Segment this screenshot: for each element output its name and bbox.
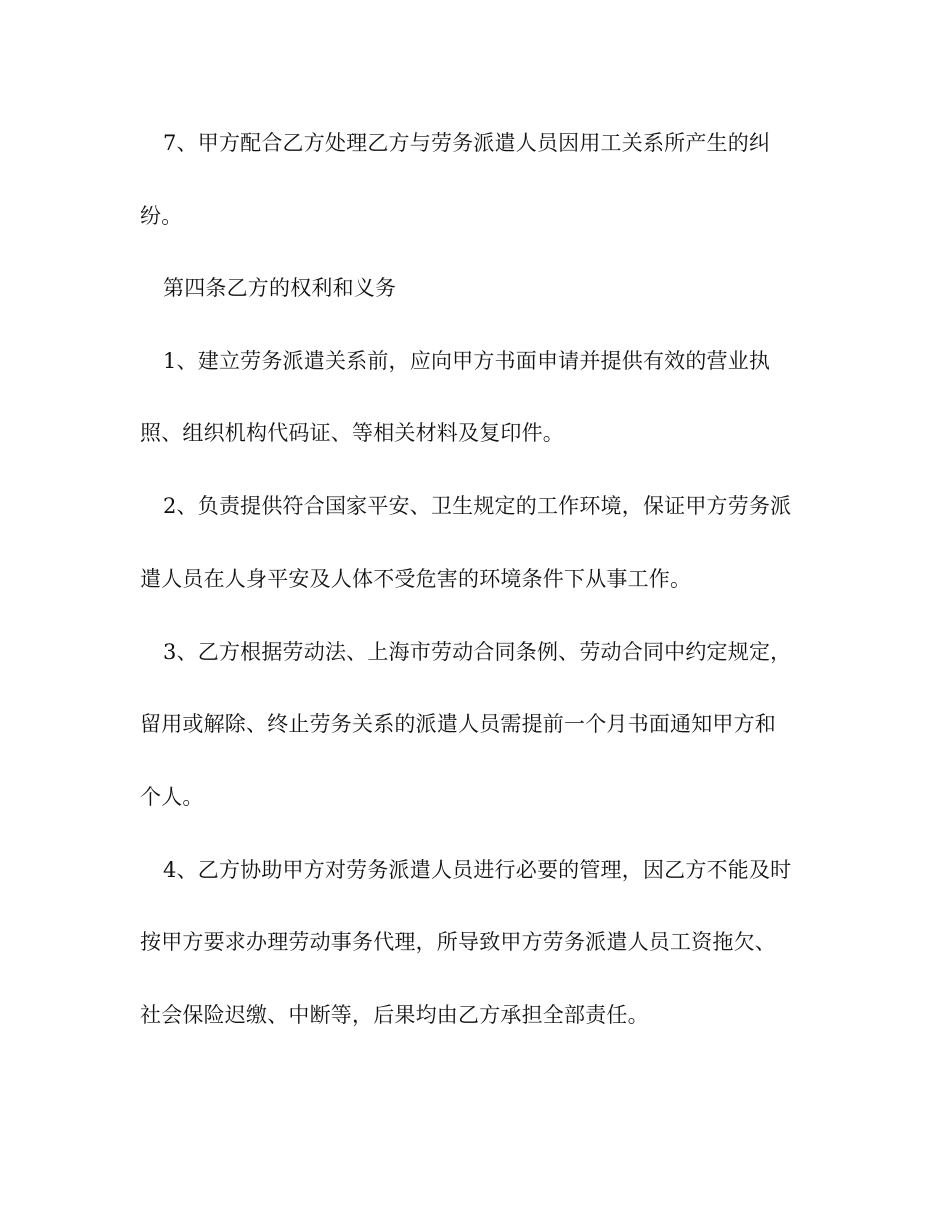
paragraph-3-line-3: 个人。 (140, 785, 204, 809)
paragraph-7-line-1: 7、甲方配合乙方处理乙方与劳务派遣人员因用工关系所产生的纠 (163, 131, 771, 155)
paragraph-4-line-3: 社会保险迟缴、中断等，后果均由乙方承担全部责任。 (140, 1003, 649, 1027)
paragraph-2-line-1: 2、负责提供符合国家平安、卫生规定的工作环境，保证甲方劳务派 (163, 494, 792, 518)
paragraph-3-line-2: 留用或解除、终止劳务关系的派遣人员需提前一个月书面通知甲方和 (140, 712, 776, 736)
section-heading-article-4: 第四条乙方的权利和义务 (163, 276, 397, 300)
paragraph-2-line-2: 遣人员在人身平安及人体不受危害的环境条件下从事工作。 (140, 567, 692, 591)
paragraph-1-line-2: 照、组织机构代码证、等相关材料及复印件。 (140, 421, 564, 445)
paragraph-7-line-2: 纷。 (140, 204, 183, 228)
paragraph-4-line-1: 4、乙方协助甲方对劳务派遣人员进行必要的管理，因乙方不能及时 (163, 858, 792, 882)
paragraph-4-line-2: 按甲方要求办理劳动事务代理，所导致甲方劳务派遣人员工资拖欠、 (140, 930, 776, 954)
paragraph-1-line-1: 1、建立劳务派遣关系前，应向甲方书面申请并提供有效的营业执 (163, 349, 771, 373)
paragraph-3-line-1: 3、乙方根据劳动法、上海市劳动合同条例、劳动合同中约定规定， (163, 640, 792, 664)
